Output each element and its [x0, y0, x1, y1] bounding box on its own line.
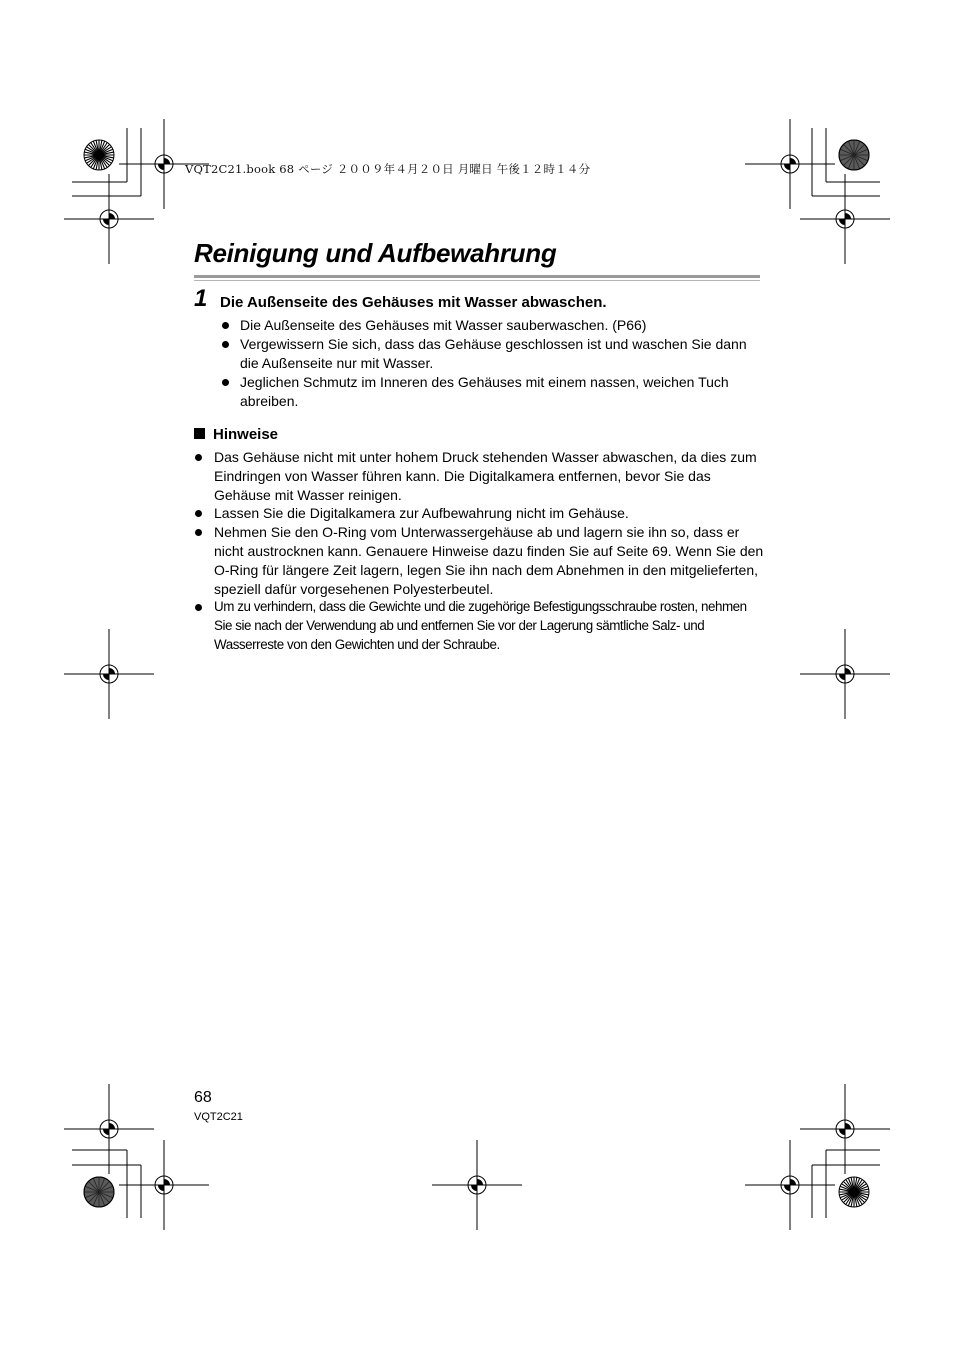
bullet-icon — [222, 341, 229, 348]
list-item — [214, 523, 764, 598]
page-number: 68 — [194, 1089, 212, 1106]
step-heading: Die Außenseite des Gehäuses mit Wasser abwaschen. — [220, 294, 607, 311]
list-item-text: Vergewissern Sie sich, dass das Gehäuse geschlossen ist und waschen Sie dann die Außenseite nur mit Wasser. — [240, 336, 747, 371]
list-item-text: Lassen Sie die Digitalkamera zur Aufbewahrung nicht im Gehäuse. — [214, 505, 629, 522]
list-item — [214, 598, 764, 654]
list-item — [240, 335, 765, 373]
bullet-icon — [222, 322, 229, 329]
notes-heading-text: Hinweise — [213, 426, 279, 443]
list-item — [240, 316, 765, 335]
bullet-icon — [195, 454, 202, 461]
step-number: 1 — [194, 285, 208, 312]
title-underline — [194, 275, 760, 281]
step-bullet-list — [240, 316, 765, 411]
document-code: VQT2C21 — [194, 1111, 243, 1123]
list-item-text: Das Gehäuse nicht mit unter hohem Druck stehenden Wasser abwaschen, da dies zum Eindringen von Wasser führen kann. Die Digitalkamera entfernen, bevor Sie das Gehäuse mit Wasser reinigen. — [214, 449, 757, 503]
notes-heading — [194, 426, 278, 443]
list-item-text: Die Außenseite des Gehäuses mit Wasser sauberwaschen. (P66) — [240, 317, 647, 333]
list-item-text: Um zu verhindern, dass die Gewichte und die zugehörige Befestigungsschraube rosten, nehmen Sie sie nach der Verwendung ab und entfernen Sie vor der Lagerung sämtliche Salz- und Wasserreste von den Gewichten und der Schraube. — [214, 599, 747, 652]
list-item-text: Jeglichen Schmutz im Inneren des Gehäuses mit einem nassen, weichen Tuch abreiben. — [240, 374, 729, 409]
notes-list — [214, 448, 764, 655]
list-item — [214, 504, 764, 523]
list-item-text: Nehmen Sie den O-Ring vom Unterwassergehäuse ab und lagern sie ihn so, dass er nicht austrocknen kann. Genauere Hinweise dazu finden Sie auf Seite 69. Wenn Sie den O-Ring für längere Zeit lagern, legen Sie ihn nach dem Abnehmen in den mitgelieferten, speziell dafür vorgesehenen Polyesterbeutel. — [214, 524, 764, 597]
list-item — [214, 448, 764, 504]
square-bullet-icon — [194, 428, 205, 439]
page-title: Reinigung und Aufbewahrung — [194, 238, 557, 268]
print-job-header: VQT2C21.book 68 ページ ２００９年４月２０日 月曜日 午後１２時１４分 — [185, 162, 591, 176]
bullet-icon — [222, 379, 229, 386]
list-item — [240, 373, 765, 411]
